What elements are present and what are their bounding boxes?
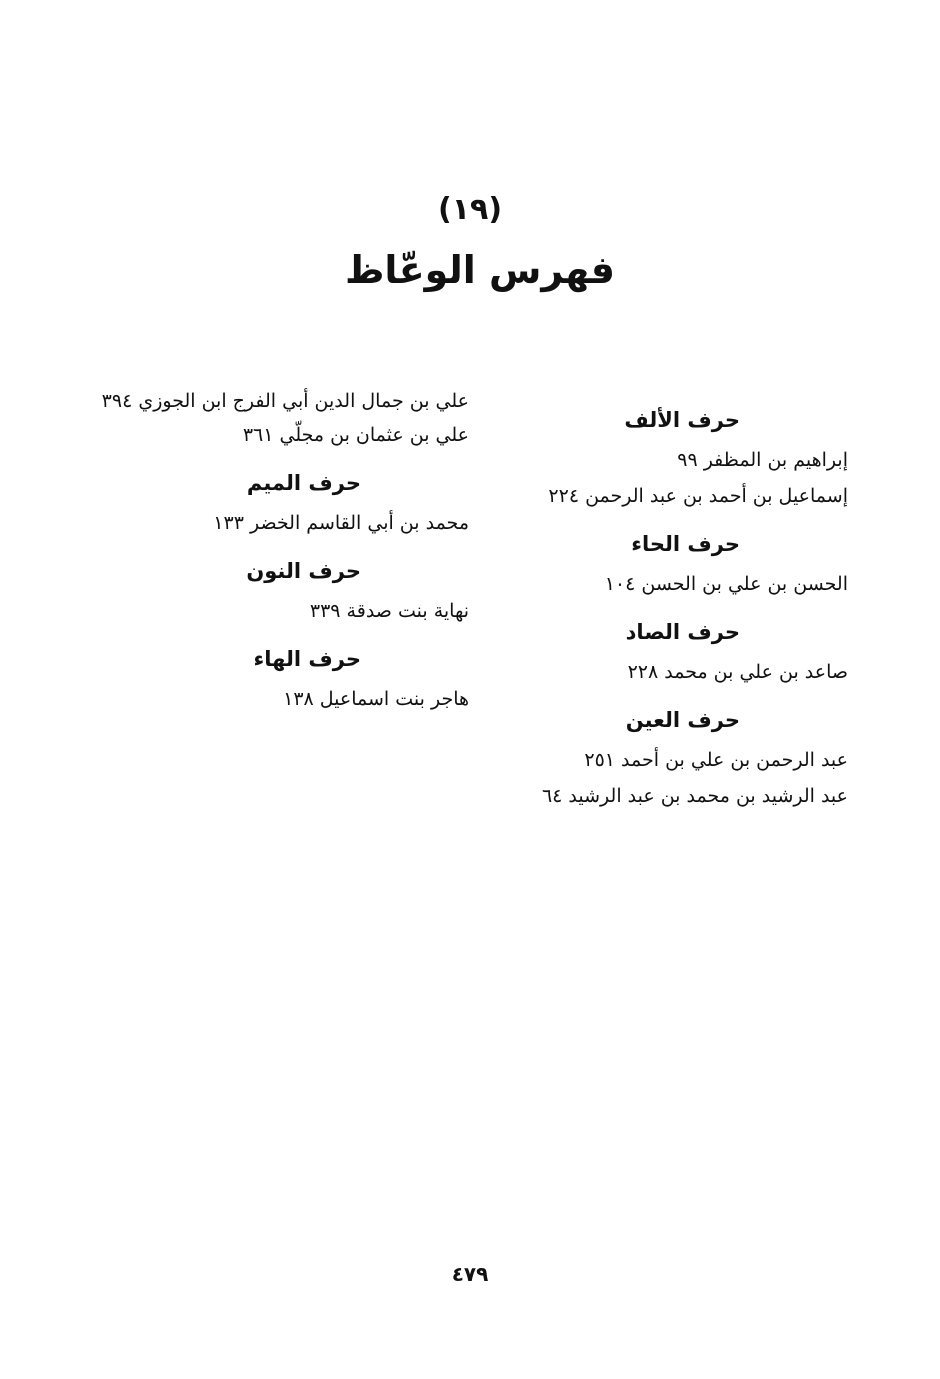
section-heading: حرف العين [625, 708, 740, 732]
section-heading: حرف الحاء [631, 532, 740, 556]
index-entry: صاعد بن علي بن محمد ٢٢٨ [627, 661, 848, 683]
page-title: فهرس الوعّاظ [344, 248, 616, 292]
index-entry: علي بن جمال الدين أبي الفرج ابن الجوزي ٣٩٤ [101, 390, 469, 412]
section-haa-letter [89, 637, 469, 717]
section-heading: حرف الميم [246, 471, 361, 495]
index-entry: عبد الرحمن بن علي بن أحمد ٢٥١ [584, 749, 848, 771]
section-ain [488, 698, 848, 814]
section-saad [488, 610, 848, 690]
index-number: (١٩) [437, 192, 503, 227]
index-entry: عبد الرشيد بن محمد بن عبد الرشيد ٦٤ [541, 785, 848, 807]
right-column [488, 398, 848, 814]
section-heading: حرف الألف [624, 408, 740, 432]
index-entry: محمد بن أبي القاسم الخضر ١٣٣ [213, 512, 469, 534]
section-noon [89, 549, 469, 629]
section-haa [488, 522, 848, 602]
index-entry: إبراهيم بن المظفر ٩٩ [677, 449, 848, 471]
section-alef [488, 398, 848, 514]
section-meem [89, 461, 469, 541]
index-entry: نهاية بنت صدقة ٣٣٩ [309, 600, 469, 622]
index-entry: الحسن بن علي بن الحسن ١٠٤ [604, 573, 848, 595]
page-number: ٤٧٩ [451, 1262, 489, 1286]
section-heading: حرف الهاء [253, 647, 361, 671]
left-column [89, 385, 469, 717]
index-entry: إسماعيل بن أحمد بن عبد الرحمن ٢٢٤ [548, 485, 848, 507]
index-entry: علي بن عثمان بن مجلّي ٣٦١ [242, 424, 469, 446]
index-entry: هاجر بنت اسماعيل ١٣٨ [283, 688, 469, 710]
section-heading: حرف الصاد [625, 620, 740, 644]
section-heading: حرف النون [246, 559, 361, 583]
